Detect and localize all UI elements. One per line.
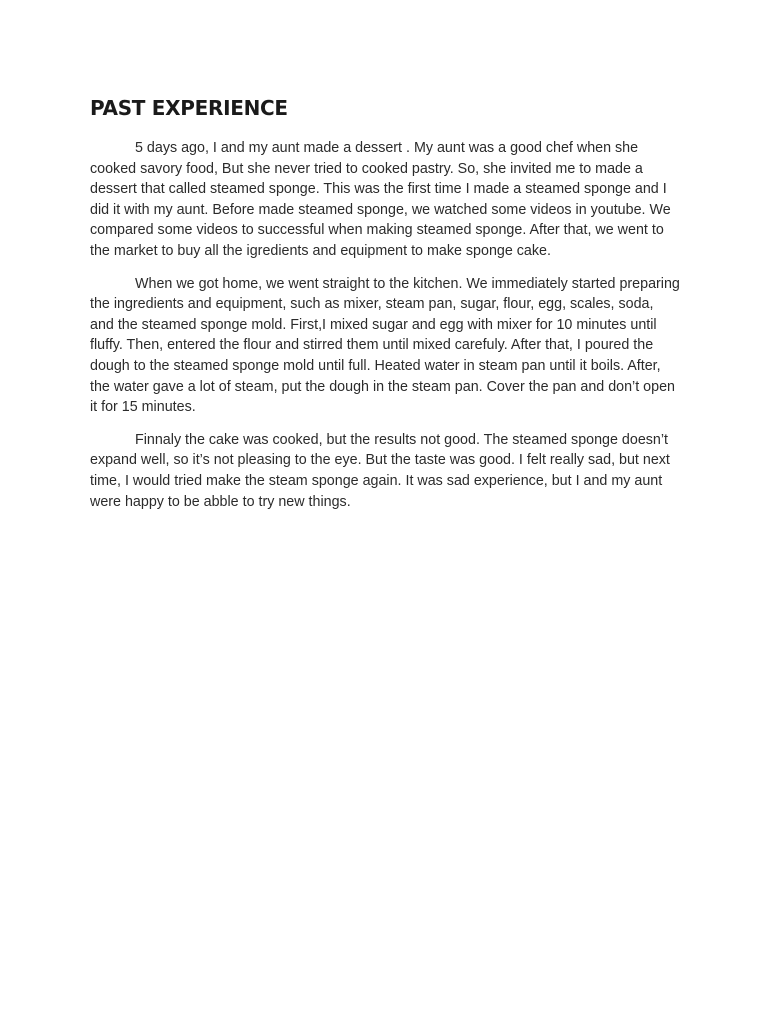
paragraph-2: When we got home, we went straight to the kitchen. We immediately started preparing the ingredients and equipment, such as mixer, steam pan, sugar, flour, egg, scales, soda, and the steamed sponge mold. First,I mixed sugar and egg with mixer for 10 minutes until fluffy. Then, entered the flour and stirred them until mixed carefuly. After that, I poured the dough to the steamed sponge mold until full. Heated water in steam pan until it boils. After, the water gave a lot of steam, put the dough in the steam pan. Cover the pan and don’t open it for 15 minutes. [90, 275, 680, 416]
document-title: PAST EXPERIENCE [90, 96, 288, 120]
paragraph-1: 5 days ago, I and my aunt made a dessert . My aunt was a good chef when she cooked savory food, But she never tried to cooked pastry. So, she invited me to made a dessert that called steamed sponge. This was the first time I made a steamed sponge and I did it with my aunt. Before made steamed sponge, we watched some videos in youtube. We compared some videos to successful when making steamed sponge. After that, we went to the market to buy all the igredients and equipment to make sponge cake. [90, 140, 671, 259]
paragraph-3: Finnaly the cake was cooked, but the results not good. The steamed sponge doesn’t expand well, so it’s not pleasing to the eye. But the taste was good. I felt really sad, but next time, I would tried make the steam sponge again. It was sad experience, but I and my aunt were happy to be abble to try new things. [90, 431, 670, 510]
document-body [90, 95, 680, 524]
